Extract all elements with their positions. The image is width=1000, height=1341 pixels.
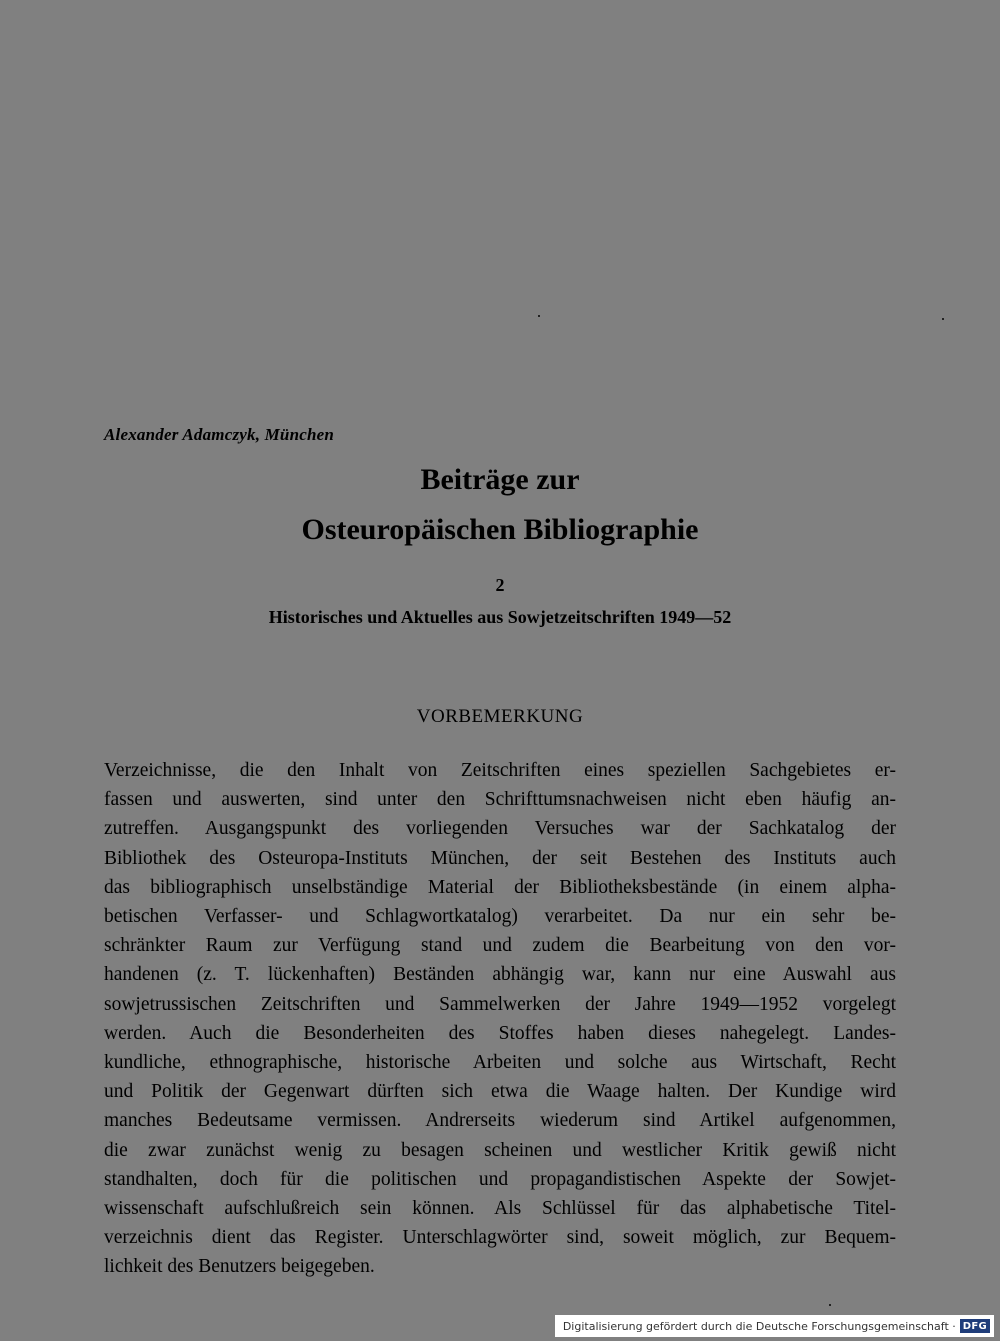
scan-speck	[829, 1304, 831, 1306]
text-line: wissenschaft aufschlußreich sein können. Als Schlüssel für das alphabetische Titel-	[104, 1198, 896, 1220]
author-line: Alexander Adamczyk, München	[104, 425, 335, 444]
text-line: das bibliographisch unselbständige Material der Bibliotheksbestände (in einem alpha-	[104, 876, 896, 898]
part-number: 2	[495, 575, 505, 595]
text-line: die zwar zunächst wenig zu besagen scheinen und westlicher Kritik gewiß nicht	[104, 1139, 896, 1161]
footer-credit: Digitalisierung gefördert durch die Deutsche Forschungsgemeinschaft ·	[562, 1319, 956, 1333]
text-line: verzeichnis dient das Register. Unterschlagwörter sind, soweit möglich, zur Bequem-	[104, 1227, 896, 1249]
section-heading: VORBEMERKUNG	[416, 706, 584, 727]
title-line-1: Beiträge zur	[420, 463, 580, 496]
text-line: manches Bedeutsame vermissen. Andrerseits wiederum sind Artikel aufgenommen,	[104, 1110, 896, 1132]
text-line: Verzeichnisse, die den Inhalt von Zeitschriften eines speziellen Sachgebietes er-	[104, 760, 896, 781]
text-line: standhalten, doch für die politischen und propagandistischen Aspekte der Sowjet-	[104, 1168, 896, 1190]
text-line: handenen (z. T. lückenhaften) Beständen abhängig war, kann nur eine Auswahl aus	[104, 964, 896, 986]
text-line: fassen und auswerten, sind unter den Schrifttumsnachweisen nicht eben häufig an-	[104, 789, 896, 811]
text-line: werden. Auch die Besonderheiten des Stoffes haben dieses nahegelegt. Landes-	[104, 1022, 896, 1044]
text-line: schränkter Raum zur Verfügung stand und zudem die Bearbeitung von den vor-	[104, 935, 896, 957]
text-line: Bibliothek des Osteuropa-Instituts München, der seit Bestehen des Instituts auch	[104, 847, 896, 869]
title-line-2: Osteuropäischen Bibliographie	[301, 513, 699, 546]
dfg-logo-icon: DFG	[960, 1319, 990, 1333]
scan-speck	[538, 315, 540, 317]
text-line: kundliche, ethnographische, historische Arbeiten und solche aus Wirtschaft, Recht	[104, 1052, 896, 1074]
text-line: und Politik der Gegenwart dürften sich etwa die Waage halten. Der Kundige wird	[104, 1081, 896, 1103]
text-line: zutreffen. Ausgangspunkt des vorliegenden Versuches war der Sachkatalog der	[104, 818, 896, 840]
text-line: lichkeit des Benutzers beigegeben.	[104, 1256, 375, 1278]
body-paragraph	[104, 756, 896, 1282]
text-line: sowjetrussischen Zeitschriften und Sammelwerken der Jahre 1949—1952 vorgelegt	[104, 993, 896, 1015]
subtitle: Historisches und Aktuelles aus Sowjetzeitschriften 1949—52	[268, 607, 732, 627]
digitization-footer	[555, 1315, 994, 1337]
scan-speck	[942, 318, 944, 320]
text-line: betischen Verfasser- und Schlagwortkatalog) verarbeitet. Da nur ein sehr be-	[104, 906, 896, 928]
